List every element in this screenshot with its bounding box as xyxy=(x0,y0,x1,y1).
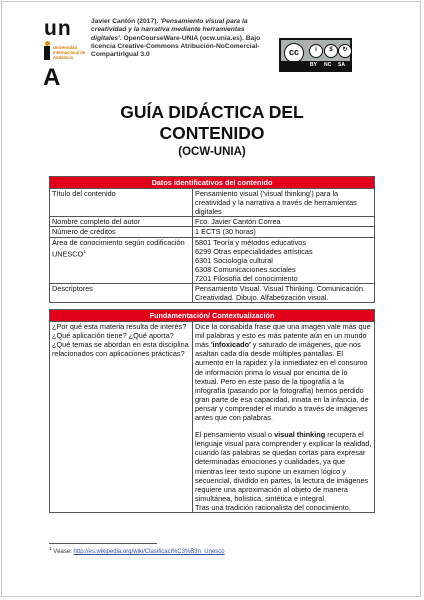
sharealike-icon: ↻ xyxy=(338,44,352,58)
row-value xyxy=(193,237,375,283)
citation-rest: . OpenCourseWare-UNIA (ocw.unia.es). Bajo licencia Creative-Commons Atribución-NoComercial-CompartirIgual 3.0 xyxy=(91,34,261,59)
footnote-label: Véase: xyxy=(53,549,72,555)
row-value: 1 ECTS (30 horas) xyxy=(193,227,375,237)
paragraph-2 xyxy=(195,430,372,503)
row-label: Título del contenido xyxy=(50,189,193,217)
license-nc: NC xyxy=(324,62,332,68)
unesco-code: 6301 Sociología cultural xyxy=(195,255,273,265)
table-row xyxy=(50,322,375,513)
question-cell: ¿Por qué esta materia resulta de interés? ¿Qué aplicación tiene? ¿Qué aporta? ¿Qué temas se abordan en esta disciplina relacionados con aplicaciones prácticas? xyxy=(50,322,193,513)
p2-text-b: recupera el lenguaje visual para comprender y explicar la realidad, cuando las palabras se quedan cortas para expresar determinadas emociones y cualidades, ya que mientras leer texto supone un examen lógico y secuencial, dividido en partes, la lectura de imágenes requiere una aproximación al objeto de manera simultánea, holística, sintética e integral. xyxy=(195,430,372,503)
table-row xyxy=(50,217,375,227)
unesco-label: Área de conocimiento según codificación UNESCO xyxy=(52,237,185,259)
unesco-code: 5801 Teoría y métodos educativos xyxy=(195,237,307,247)
attribution-icon: i xyxy=(309,44,323,58)
footnote-divider xyxy=(49,543,157,544)
p1-text-b: y saturado de imágenes, que nos asaltan cada día desde múltiples pantallas. El aumento en la rapidez y la inmediatez en el consumo de información prima lo visual por encima de lo textual. Pero en este paso de la tipografía a la infografía (pasando por la fotografía) hemos perdido gran parte de esa capacidad, innata en la infancia, de pensar y comprender el mundo a través de imágenes antes que con palabras. xyxy=(195,340,369,423)
row-value: Pensamiento Visual. Visual Thinking. Comunicación. Creatividad. Dibujo. Alfabetización visual. xyxy=(193,284,375,303)
table-row xyxy=(50,284,375,303)
row-label: Número de créditos xyxy=(50,227,193,237)
table-row xyxy=(50,189,375,217)
unesco-code: 6299 Otras especialidades artísticas xyxy=(195,246,313,256)
title-line-2: CONTENIDO xyxy=(159,123,265,143)
citation-author: Javier Cantón (2017). xyxy=(91,18,159,25)
unesco-code: 6308 Comunicaciones sociales xyxy=(195,264,296,274)
row-label xyxy=(50,237,193,283)
logo-i-stem xyxy=(44,46,50,60)
license-sa: SA xyxy=(338,62,345,68)
logo-letter-bottom: A xyxy=(43,64,61,91)
p2-text-a: El pensamiento visual o xyxy=(195,430,275,440)
cc-license-badge[interactable] xyxy=(279,38,352,72)
footnote-number: 1 xyxy=(49,546,52,551)
paragraph-3: Tras una tradición racionalista del conocimiento, xyxy=(195,502,351,512)
page-subtitle: (OCW-UNIA) xyxy=(178,146,246,158)
page-title xyxy=(0,102,424,144)
citation-title: 'Pensamiento visual para la creatividad y la narrativa mediante herramientas digitales' xyxy=(91,18,248,42)
row-label: Descriptores xyxy=(50,284,193,303)
cc-icon: cc xyxy=(284,43,304,63)
table-row xyxy=(50,237,375,283)
p1-text-a: Dice la consabida frase que una imagen vale más que mil palabras y esto es más patente aún en un mundo más xyxy=(195,322,371,350)
paragraph-1 xyxy=(195,322,372,422)
unia-logo xyxy=(42,17,86,91)
citation xyxy=(91,18,269,59)
p1-bold: 'infoxicado' xyxy=(210,340,251,350)
title-line-1: GUÍA DIDÁCTICA DEL xyxy=(120,102,304,122)
row-value: Fco. Javier Cantón Correa xyxy=(193,217,375,227)
logo-letters-top: un xyxy=(44,17,72,40)
datos-heading: Datos identificativos del contenido xyxy=(50,177,375,189)
fundamentacion-heading: Fundamentación/ Contextualización xyxy=(50,310,375,322)
unesco-code: 7201 Filosofía del conocimiento xyxy=(195,273,298,283)
p2-bold: visual thinking xyxy=(274,430,326,440)
table-row xyxy=(50,227,375,237)
answer-cell xyxy=(193,322,375,513)
fundamentacion-table xyxy=(49,309,375,513)
footnote-link[interactable]: http://es.wikipedia.org/wiki/Clasificaci%C3%B3n_Unesco xyxy=(73,549,225,555)
footnote-ref: 1 xyxy=(83,248,86,254)
footnote xyxy=(49,546,225,555)
logo-institution: Universidad Internacional de Andalucía xyxy=(53,45,86,60)
datos-table xyxy=(49,176,375,303)
row-value: Pensamiento visual ('visual thinking') para la creatividad y la narrativa a través de herramientas digitales xyxy=(193,189,375,217)
noncommercial-icon: $ xyxy=(324,44,338,58)
license-strip xyxy=(281,61,350,70)
license-by: BY xyxy=(310,62,317,68)
row-label: Nombre completo del autor xyxy=(50,217,193,227)
